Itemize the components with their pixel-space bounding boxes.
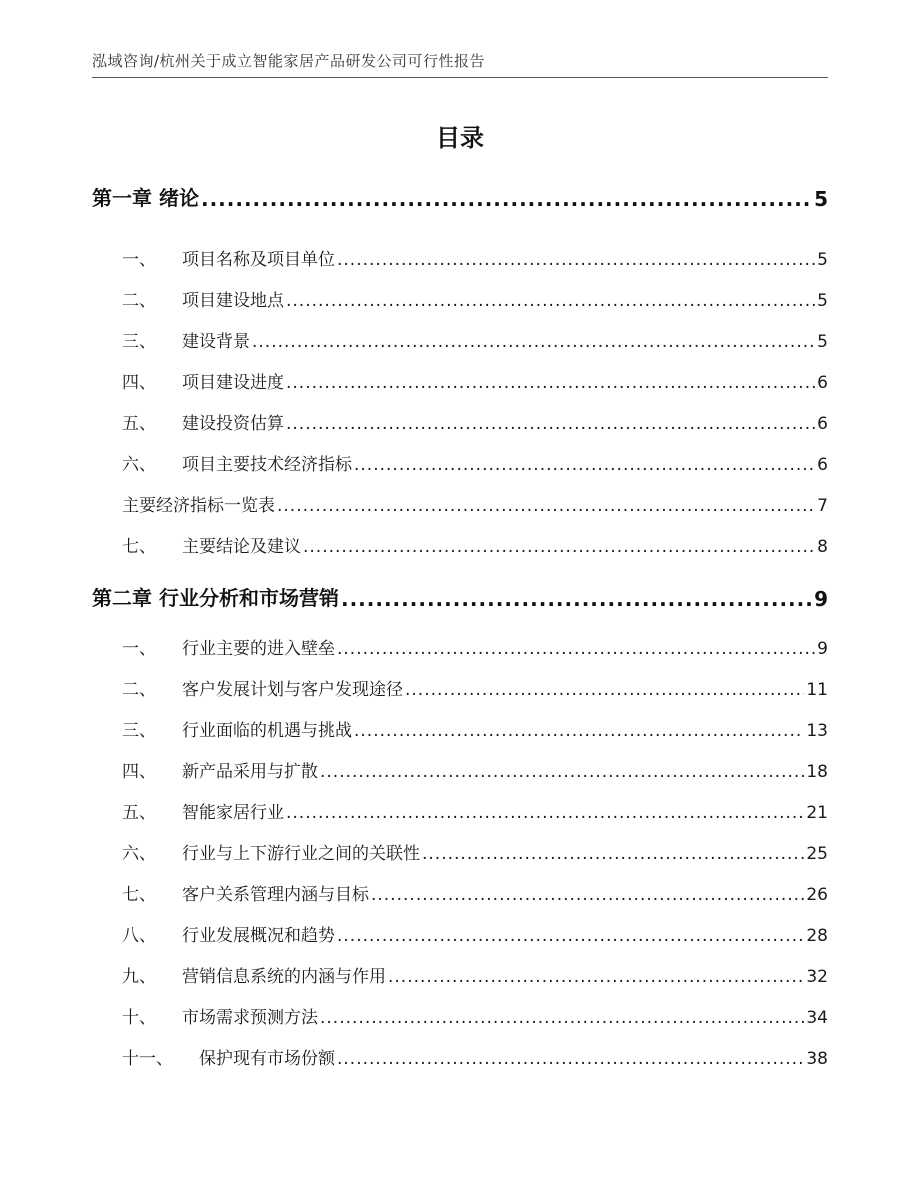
toc-item-number: 一、	[122, 250, 156, 270]
toc-item-number: 二、	[122, 680, 156, 700]
toc-item-number: 一、	[122, 639, 156, 659]
toc-item-text: 智能家居行业	[182, 803, 284, 823]
toc-item-text: 新产品采用与扩散	[182, 762, 318, 782]
toc-chapter-1[interactable]	[92, 183, 828, 211]
toc-item[interactable]	[92, 963, 828, 987]
toc-item[interactable]	[92, 881, 828, 905]
toc-page-number: 6	[817, 373, 828, 393]
toc-item[interactable]	[92, 533, 828, 557]
toc-item-number: 七、	[122, 885, 156, 905]
toc-item-label	[122, 1044, 335, 1069]
toc-item-text: 市场需求预测方法	[182, 1008, 318, 1028]
toc-item-text: 主要经济指标一览表	[122, 496, 275, 516]
toc-item-label	[122, 368, 284, 393]
dot-leader	[252, 332, 815, 352]
toc-item-label	[122, 450, 352, 475]
toc-item-label	[122, 286, 284, 311]
dot-leader	[320, 762, 804, 782]
dot-leader	[354, 455, 815, 475]
toc-item[interactable]	[92, 492, 828, 516]
header-divider	[92, 77, 828, 78]
toc-page-number: 7	[817, 496, 828, 516]
toc-item-number: 三、	[122, 721, 156, 741]
dot-leader	[405, 680, 804, 700]
dot-leader	[337, 926, 804, 946]
toc-item-text: 行业发展概况和趋势	[182, 926, 335, 946]
toc-item[interactable]	[92, 1004, 828, 1028]
toc-item-text: 客户关系管理内涵与目标	[182, 885, 369, 905]
toc-item[interactable]	[92, 717, 828, 741]
dot-leader	[337, 250, 815, 270]
toc-page-number: 18	[806, 762, 828, 782]
toc-item-label	[122, 798, 284, 823]
toc-item[interactable]	[92, 246, 828, 270]
toc-item-label	[122, 409, 284, 434]
toc-chapter-2[interactable]	[92, 583, 828, 611]
toc-chapter-label: 第一章 绪论	[92, 186, 199, 210]
toc-page-number: 9	[817, 639, 828, 659]
dot-leader	[354, 721, 804, 741]
toc-item-label	[122, 757, 318, 782]
toc-page-number: 5	[817, 250, 828, 270]
dot-leader	[286, 291, 815, 311]
dot-leader	[286, 803, 804, 823]
toc-item[interactable]	[92, 369, 828, 393]
dot-leader	[201, 187, 812, 211]
toc-page-number: 26	[806, 885, 828, 905]
toc-item-text: 建设投资估算	[182, 414, 284, 434]
toc-page-number: 5	[817, 332, 828, 352]
toc-item-text: 建设背景	[182, 332, 250, 352]
toc-item[interactable]	[92, 676, 828, 700]
toc-item[interactable]	[92, 328, 828, 352]
toc-item-number: 四、	[122, 762, 156, 782]
toc-item[interactable]	[92, 1045, 828, 1069]
toc-item[interactable]	[92, 635, 828, 659]
running-header: 泓域咨询/杭州关于成立智能家居产品研发公司可行性报告	[92, 52, 486, 70]
dot-leader	[371, 885, 804, 905]
dot-leader	[337, 639, 815, 659]
toc-title: 目录	[436, 124, 484, 152]
toc-item-number: 五、	[122, 414, 156, 434]
toc-page-number: 5	[814, 187, 828, 211]
toc-item[interactable]	[92, 451, 828, 475]
dot-leader	[341, 587, 812, 611]
toc-page-number: 13	[806, 721, 828, 741]
toc-item-label	[122, 245, 335, 270]
toc-item-number: 五、	[122, 803, 156, 823]
toc-page-number: 5	[817, 291, 828, 311]
toc-item-text: 保护现有市场份额	[199, 1049, 335, 1069]
dot-leader	[303, 537, 815, 557]
toc-page-number: 21	[806, 803, 828, 823]
dot-leader	[286, 414, 815, 434]
toc-item-number: 九、	[122, 967, 156, 987]
toc-item-text: 项目名称及项目单位	[182, 250, 335, 270]
dot-leader	[286, 373, 815, 393]
toc-item-number: 八、	[122, 926, 156, 946]
toc-item-number: 十、	[122, 1008, 156, 1028]
toc-page-number: 38	[806, 1049, 828, 1069]
toc-item-text: 项目建设地点	[182, 291, 284, 311]
toc-item[interactable]	[92, 287, 828, 311]
toc-item[interactable]	[92, 410, 828, 434]
toc-item-text: 项目建设进度	[182, 373, 284, 393]
toc-page-number: 34	[806, 1008, 828, 1028]
toc-chapter-label: 第二章 行业分析和市场营销	[92, 586, 339, 610]
toc-item-text: 行业面临的机遇与挑战	[182, 721, 352, 741]
toc-item-label	[122, 880, 369, 905]
toc-item-label	[122, 1003, 318, 1028]
toc-item-text: 行业与上下游行业之间的关联性	[182, 844, 420, 864]
toc-item-label	[122, 327, 250, 352]
toc-item-text: 客户发展计划与客户发现途径	[182, 680, 403, 700]
toc-item-number: 六、	[122, 455, 156, 475]
toc-item-number: 二、	[122, 291, 156, 311]
toc-page-number: 32	[806, 967, 828, 987]
toc-item-text: 行业主要的进入壁垒	[182, 639, 335, 659]
toc-page-number: 11	[806, 680, 828, 700]
toc-item-label	[122, 921, 335, 946]
toc-item[interactable]	[92, 840, 828, 864]
toc-page-number: 8	[817, 537, 828, 557]
toc-item-text: 项目主要技术经济指标	[182, 455, 352, 475]
toc-page-number: 25	[806, 844, 828, 864]
toc-item-text: 营销信息系统的内涵与作用	[182, 967, 386, 987]
dot-leader	[277, 496, 815, 516]
toc-item-label	[122, 839, 420, 864]
toc-page-number: 6	[817, 455, 828, 475]
toc-item-label	[122, 634, 335, 659]
toc-item[interactable]	[92, 758, 828, 782]
toc-item[interactable]	[92, 922, 828, 946]
toc-item[interactable]	[92, 799, 828, 823]
dot-leader	[422, 844, 804, 864]
toc-item-label	[122, 675, 403, 700]
toc-page-number: 6	[817, 414, 828, 434]
toc-item-number: 七、	[122, 537, 156, 557]
toc-item-label	[122, 962, 386, 987]
toc-item-number: 四、	[122, 373, 156, 393]
dot-leader	[388, 967, 804, 987]
dot-leader	[337, 1049, 804, 1069]
toc-page-number: 28	[806, 926, 828, 946]
toc-page-number: 9	[814, 587, 828, 611]
toc-item-number: 十一、	[122, 1049, 173, 1069]
toc-item-label	[122, 532, 301, 557]
toc-item-number: 三、	[122, 332, 156, 352]
toc-item-label	[122, 491, 275, 516]
toc-item-label	[122, 716, 352, 741]
toc-item-text: 主要结论及建议	[182, 537, 301, 557]
dot-leader	[320, 1008, 804, 1028]
toc-item-number: 六、	[122, 844, 156, 864]
